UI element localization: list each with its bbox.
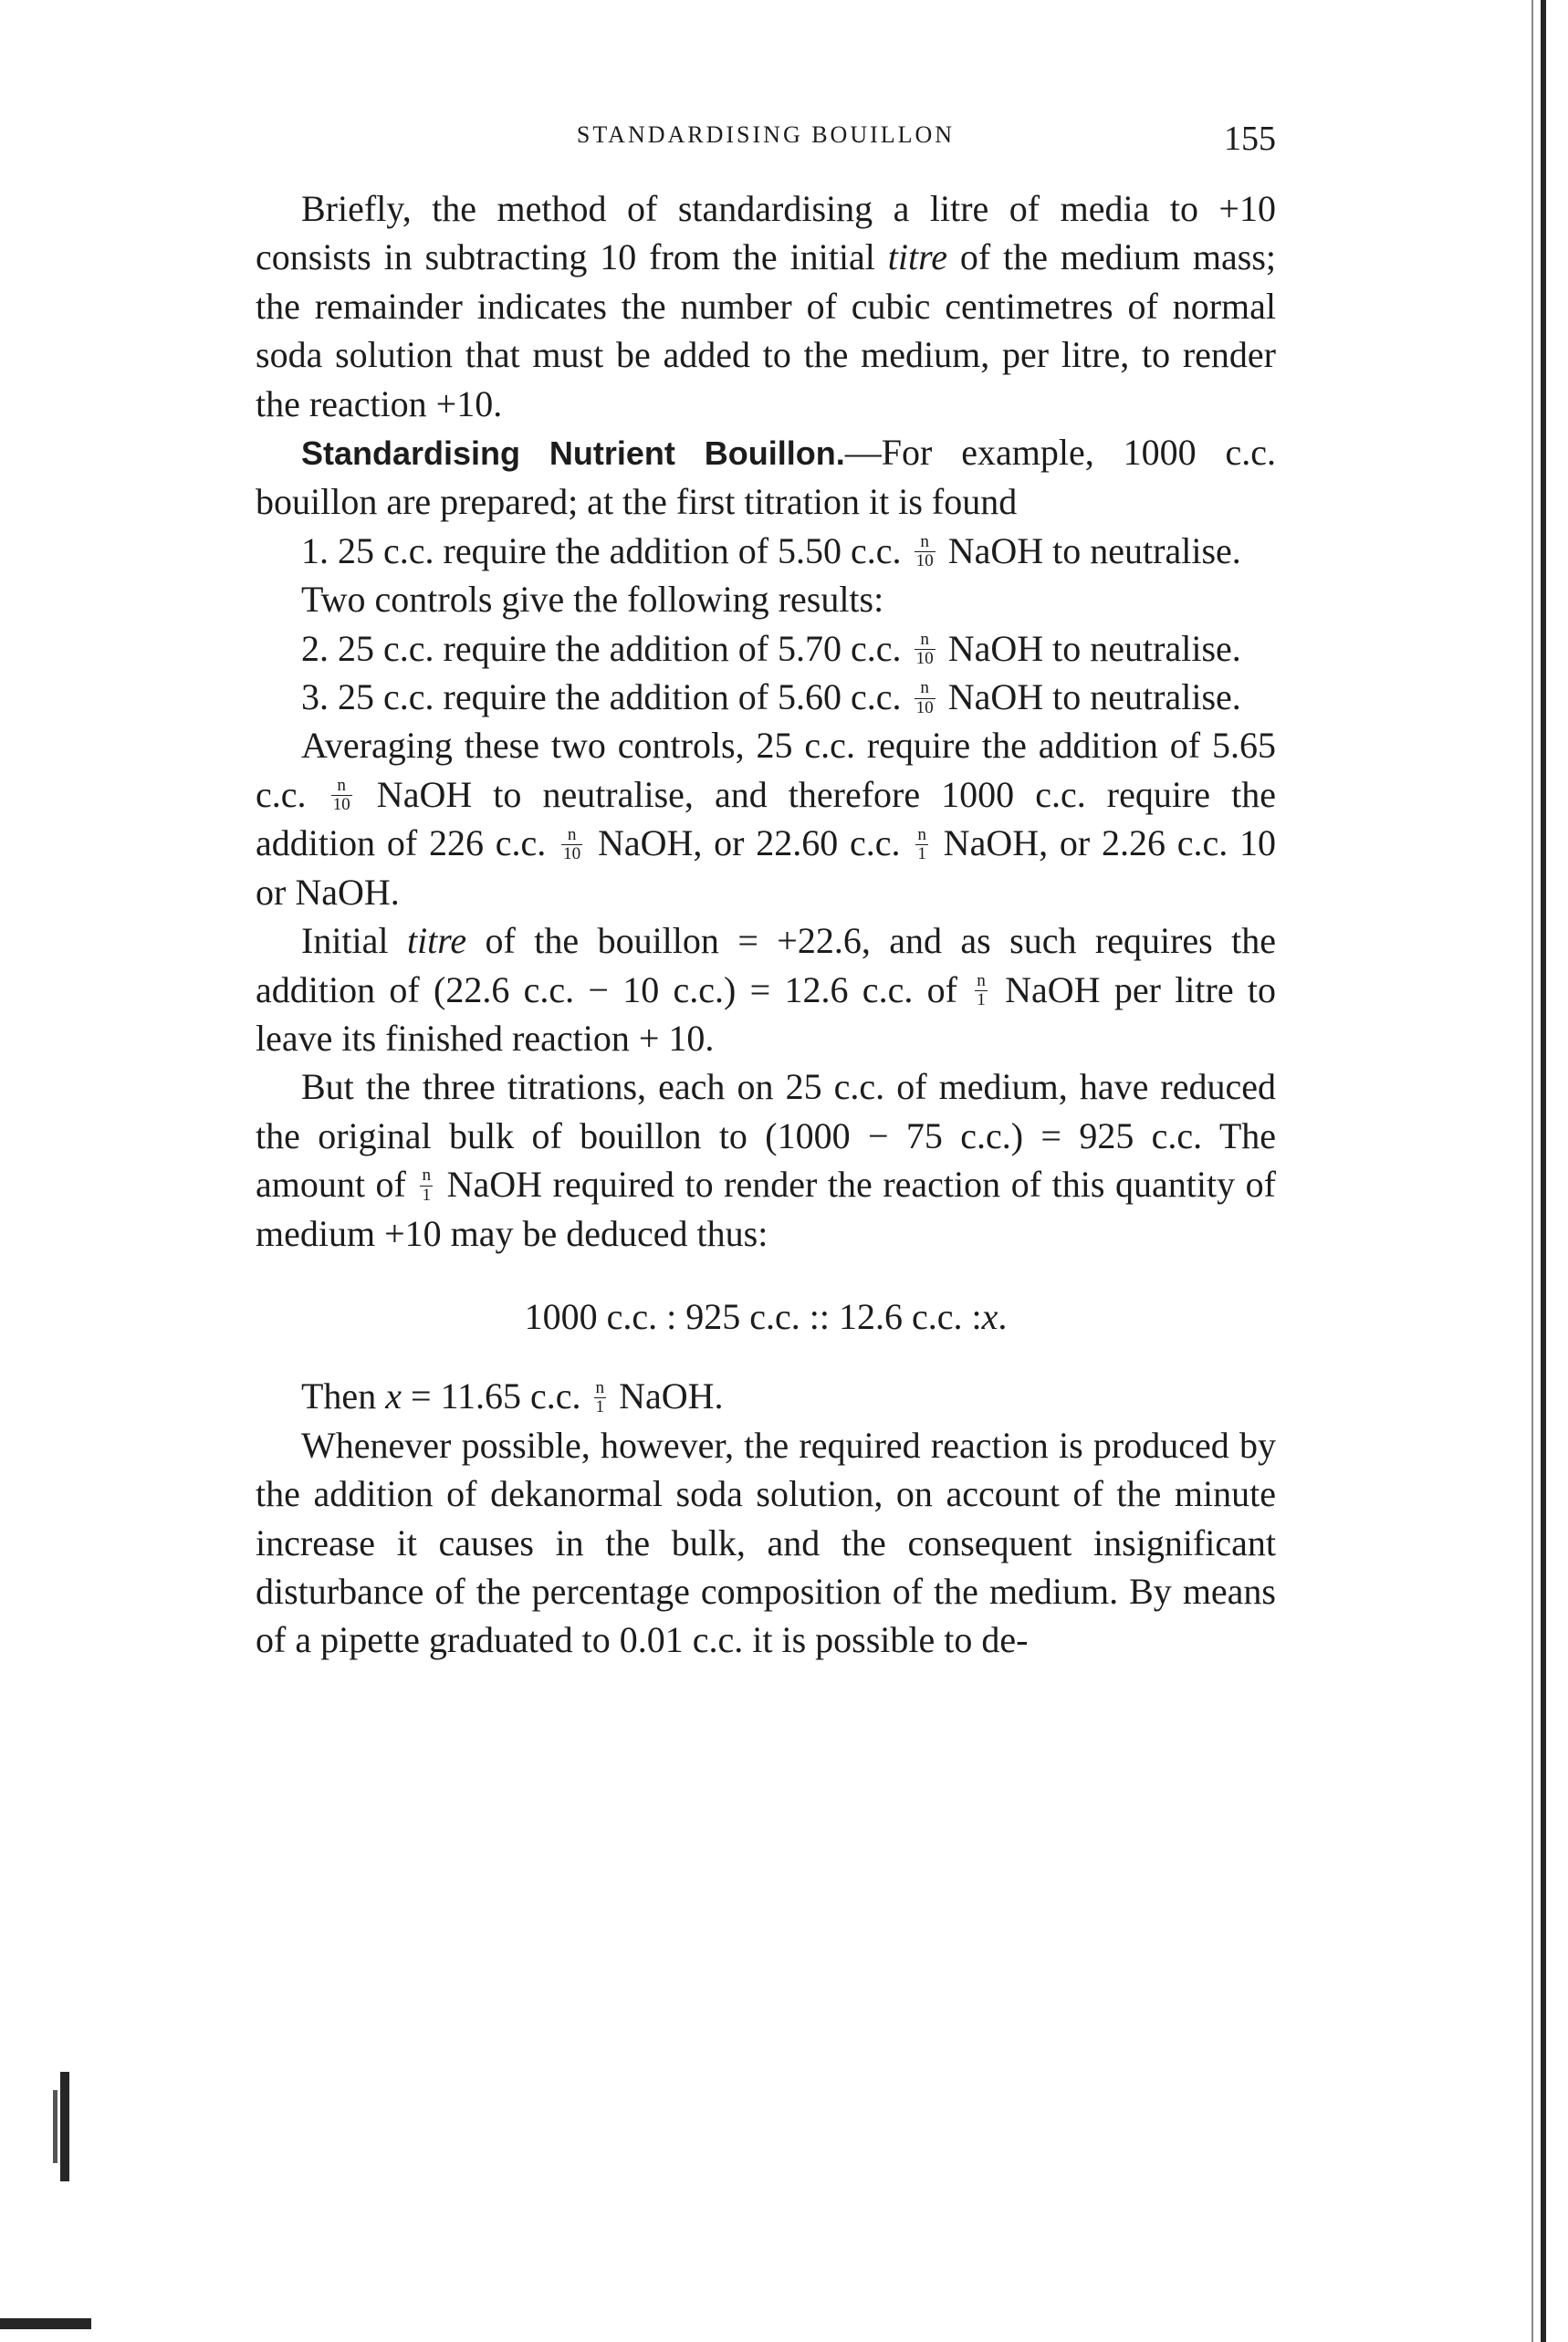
text-run: of the bouillon = +22.6, and as such requires the addition of (22.6 c.c. − 10 c.c.) = 12.6 c.c. of	[256, 920, 1277, 1010]
text-run: NaOH to neutralise, and therefore 1000 c.c. require the addition of 226 c.c.	[256, 773, 1276, 864]
text-run: NaOH to neutralise.	[938, 627, 1241, 669]
result-variable: x	[385, 1375, 402, 1417]
fraction-n-1: $\frac{n}{1}$	[977, 970, 986, 1009]
paragraph-averaging	[256, 721, 1276, 916]
text-run: Then	[301, 1375, 386, 1417]
fraction-n-10: $\frac{n}{10}$	[332, 776, 350, 815]
page-number: 155	[1224, 120, 1276, 158]
text-run: = 11.65 c.c.	[401, 1375, 591, 1417]
paragraph-titration-3	[256, 673, 1276, 721]
text-run: But the three titrations, each on 25 c.c. of medium, have reduced the original bulk of bouillon to (1000 − 75 c.c.) = 925 c.c. The amount of	[256, 1066, 1276, 1206]
body-text	[256, 184, 1276, 1665]
fraction-n-10: $\frac{n}{10}$	[915, 532, 934, 571]
text-run: Averaging these two controls, 25 c.c. require the addition of 5.65 c.c.	[256, 725, 1276, 815]
paragraph-dekanormal	[256, 1421, 1276, 1665]
equation-text: .	[998, 1295, 1008, 1337]
scan-corner-mark	[0, 2318, 91, 2329]
proportion-equation	[256, 1292, 1276, 1341]
paragraph-result	[256, 1372, 1276, 1420]
text-run: NaOH to neutralise.	[938, 529, 1241, 571]
paragraph-titration-2	[256, 624, 1276, 673]
fraction-n-10: $\frac{n}{10}$	[563, 824, 581, 863]
scan-margin-mark	[53, 2090, 57, 2163]
scan-spine-shadow	[1531, 0, 1533, 2342]
paragraph-initial-titre	[256, 916, 1276, 1062]
paragraph-nutrient-bouillon	[256, 428, 1276, 527]
fraction-n-10: $\frac{n}{10}$	[915, 678, 934, 717]
fraction-n-10: $\frac{n}{10}$	[915, 629, 934, 669]
running-head: STANDARDISING BOUILLON	[576, 121, 956, 148]
fraction-n-1: $\frac{n}{1}$	[917, 824, 926, 863]
scan-margin-mark	[60, 2072, 69, 2181]
text-run: 3. 25 c.c. require the addition of 5.60 c.c.	[301, 676, 911, 718]
text-run: NaOH per litre to leave its finished reaction + 10.	[256, 968, 1277, 1059]
text-run: NaOH, or 22.60 c.c.	[586, 822, 913, 864]
text-run: NaOH required to render the reaction of this quantity of medium +10 may be deduced thus:	[256, 1164, 1276, 1254]
text-run: 1. 25 c.c. require the addition of 5.50 c.c.	[301, 529, 911, 571]
paragraph-titration-1	[256, 527, 1276, 575]
text-run: Initial	[301, 920, 407, 962]
page-header	[256, 117, 1276, 172]
text-run: NaOH to neutralise.	[938, 676, 1241, 718]
text-run: —For example, 1000 c.c. bouillon are prepared; at the first titration it is found	[256, 432, 1276, 523]
text-run: NaOH, or 2.26 c.c. 10 or NaOH.	[256, 822, 1277, 913]
text-run: Whenever possible, however, the required reaction is produced by the addition of dekanormal soda solution, on account of the minute increase it causes in the bulk, and the consequent insignificant disturbance of the percentage composition of the medium. By means of a pipette graduated to 0.01 c.c. it is possible to de-	[256, 1424, 1276, 1661]
fraction-n-1: $\frac{n}{1}$	[422, 1166, 432, 1205]
text-run: 2. 25 c.c. require the addition of 5.70 c.c.	[301, 627, 911, 669]
fraction-n-1: $\frac{n}{1}$	[595, 1377, 605, 1417]
text-run: Briefly, the method of standardising a litre of media to +10 consists in subtracting 10 from the initial	[256, 188, 1276, 278]
paragraph-controls	[256, 575, 1276, 623]
italic-term: titre	[406, 920, 467, 962]
text-run: NaOH.	[610, 1375, 724, 1417]
text-run: Two controls give the following results:	[301, 579, 884, 621]
text-run: of the medium mass; the remainder indicates the number of cubic centimetres of normal soda solution that must be added to the medium, per litre, to render the reaction +10.	[256, 236, 1276, 424]
paragraph-method	[256, 184, 1276, 428]
equation-variable: x	[981, 1295, 998, 1337]
section-heading: Standardising Nutrient Bouillon.	[301, 434, 845, 473]
italic-term: titre	[887, 236, 947, 278]
paragraph-three-titrations	[256, 1062, 1276, 1258]
equation-text: 1000 c.c. : 925 c.c. :: 12.6 c.c. :	[524, 1295, 982, 1337]
scan-spine-edge	[1541, 0, 1546, 2342]
